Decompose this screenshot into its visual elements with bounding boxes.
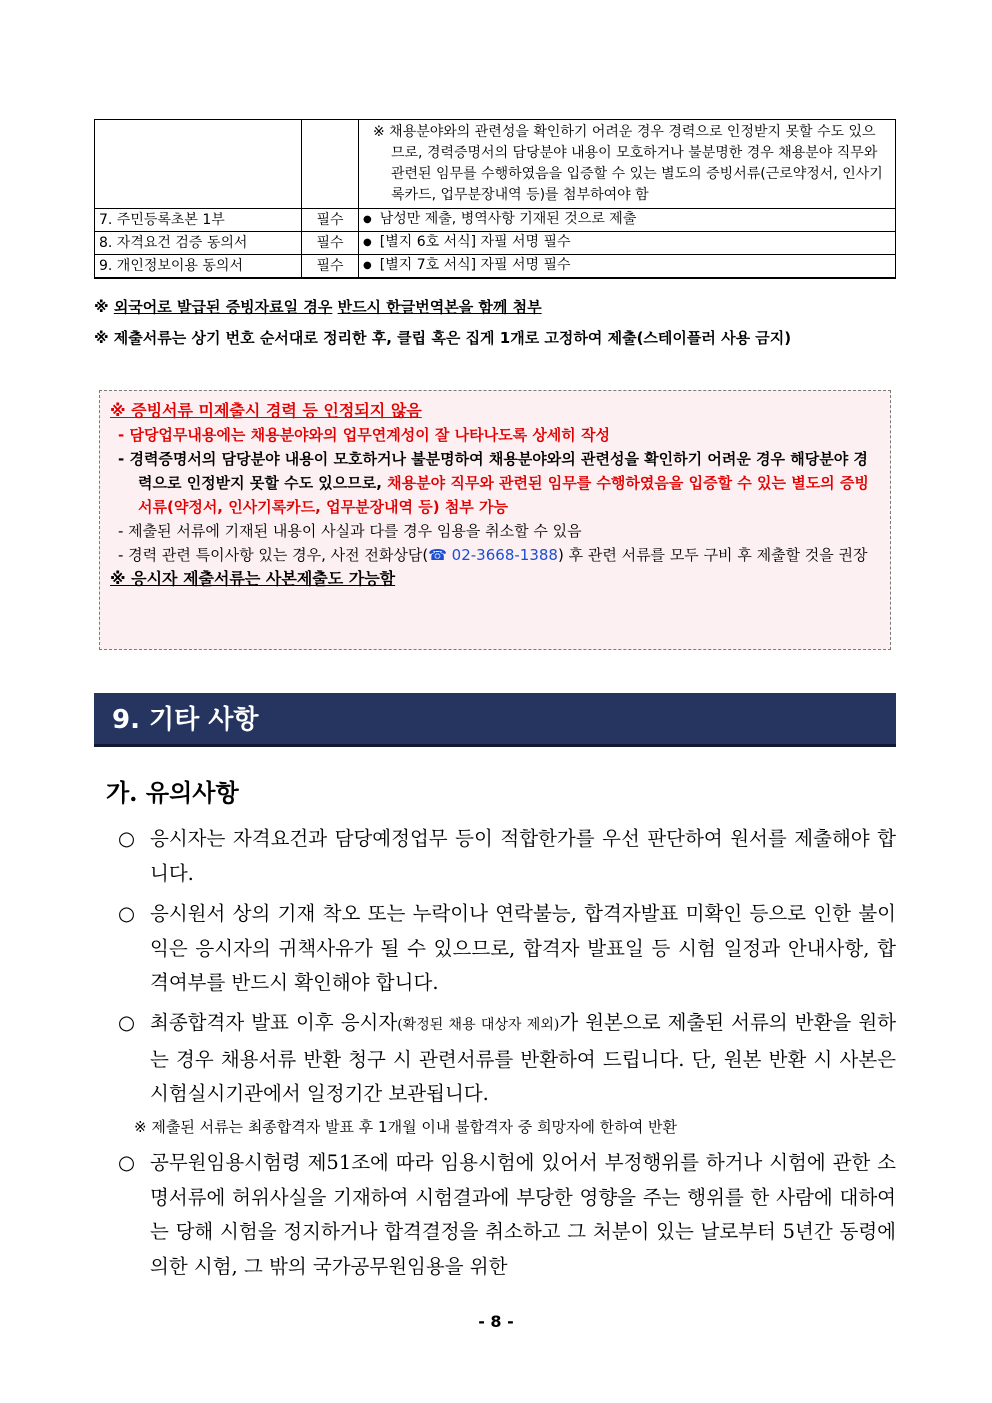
rule-translation	[94, 294, 896, 320]
table-row	[95, 255, 896, 279]
rule-order: ※ 제출서류는 상기 번호 순서대로 정리한 후, 클립 혹은 집게 1개로 고정하여 제출(스테이플러 사용 금지)	[94, 329, 792, 347]
notice-item: - 제출된 서류에 기재된 내용이 사실과 다를 경우 임용을 취소할 수 있음	[118, 522, 582, 540]
notice-heading: ※ 증빙서류 미제출시 경력 등 인정되지 않음	[110, 401, 422, 420]
page-number: - 8 -	[478, 1312, 514, 1331]
paragraph-text-b: 가 원본으로 제출된 서류의 반환을 원하는 경우 채용서류 반환 청구 시 관련서류를 반환하여 드립니다. 단, 원본 반환 시 사본은 시험실시기관에서 일정기간 보관됩니다.	[150, 1011, 896, 1105]
paragraph-text: 공무원임용시험령 제51조에 따라 임용시험에 있어서 부정행위를 하거나 시험에 관한 소명서류에 허위사실을 기재하여 시험결과에 부당한 영향을 주는 행위를 한 사람에 대하여는 당해 시험을 정지하거나 합격결정을 취소하고 그 처분이 있는 날로부터 5년간 동령에 의한 시험, 그 밖의 국가공무원임용을 위한	[150, 1151, 896, 1278]
table-cell-empty	[95, 120, 302, 209]
rule-text-a: 외국어로 발급된 증빙자료일 경우	[113, 298, 333, 316]
doc-description-text: [별지 6호 서식] 자필 서명 필수	[379, 234, 571, 250]
notice-paragraph	[118, 1146, 896, 1284]
table-row	[95, 209, 896, 232]
section-header: 9. 기타 사항	[94, 693, 896, 747]
notice-item-highlight: 채용분야 직무와 관련된 임무를 수행하였음을 입증할 수 있는 별도의 증빙서류(약정서, 인사기록카드, 업무분장내역 등) 첨부 가능	[138, 474, 869, 516]
paragraph-text: 응시자는 자격요건과 담당예정업무 등이 적합한가를 우선 판단하여 원서를 제출해야 합니다.	[150, 827, 896, 885]
notice-item	[110, 543, 880, 567]
notice-item-text: - 경력증명서의 담당분야 내용이 모호하거나 불분명하여 채용분야와의 관련성을 확인하기 어려운 경우 해당분야 경력으로 인정받지 못할 수도 있으므로,	[118, 450, 868, 492]
circle-bullet-icon: ○	[118, 1011, 136, 1034]
notice-item: - 담당업무내용에는 채용분야와의 업무연계성이 잘 나타나도록 상세히 작성	[118, 426, 610, 444]
notice-item	[110, 447, 880, 519]
doc-name: 8. 자격요건 검증 동의서	[95, 232, 302, 255]
table-cell-empty	[302, 120, 359, 209]
notice-item-text: - 경력 관련 특이사항 있는 경우, 사전 전화상담(	[118, 546, 429, 564]
subsection-title: 가. 유의사항	[106, 778, 239, 807]
notice-paragraph	[118, 1006, 896, 1112]
doc-requirement: 필수	[302, 232, 359, 255]
bullet-icon	[363, 211, 380, 227]
doc-description	[359, 255, 896, 279]
table-row	[95, 232, 896, 255]
rule-text-b: 반드시 한글번역본을 함께 첨부	[337, 298, 542, 316]
doc-requirement: 필수	[302, 209, 359, 232]
circle-bullet-icon: ○	[118, 1151, 136, 1174]
rule-mark: ※	[94, 298, 114, 316]
doc-description-text: [별지 7호 서식] 자필 서명 필수	[379, 257, 571, 273]
doc-requirement: 필수	[302, 255, 359, 279]
bullet-icon	[363, 257, 380, 273]
circle-bullet-icon: ○	[118, 827, 136, 850]
evidence-notice-box	[99, 390, 891, 650]
paragraph-text	[150, 1006, 896, 1112]
notice-paragraph	[118, 822, 896, 891]
phone-number: ☎ 02-3668-1388	[428, 546, 558, 564]
paragraph-text-a: 최종합격자 발표 이후 응시자	[150, 1011, 398, 1034]
career-note: ※ 채용분야와의 관련성을 확인하기 어려운 경우 경력으로 인정받지 못할 수도 있으므로, 경력증명서의 담당분야 내용이 모호하거나 불분명한 경우 채용분야 직무와 관련된 임무를 수행하였음을 입증할 수 있는 별도의 증빙서류(근로약정서, 인사기록카드, 업무분장내역 등)를 첨부하여야 함	[373, 124, 883, 203]
notice-paragraph	[118, 897, 896, 1001]
return-footnote: ※ 제출된 서류는 최종합격자 발표 후 1개월 이내 불합격자 중 희망자에 한하여 반환	[134, 1118, 678, 1136]
circle-bullet-icon: ○	[118, 902, 136, 925]
paragraph-text: 응시원서 상의 기재 착오 또는 누락이나 연락불능, 합격자발표 미확인 등으로 인한 불이익은 응시자의 귀책사유가 될 수 있으므로, 합격자 발표일 등 시험 일정과 안내사항, 합격여부를 반드시 확인해야 합니다.	[150, 902, 896, 994]
notice-item-text: ) 후 관련 서류를 모두 구비 후 제출할 것을 권장	[557, 546, 868, 564]
doc-name: 7. 주민등록초본 1부	[95, 209, 302, 232]
table-cell-note	[359, 120, 896, 209]
paragraph-inline-note: (확정된 채용 대상자 제외)	[397, 1017, 560, 1033]
bullet-icon	[363, 234, 380, 250]
documents-table	[94, 119, 896, 279]
doc-description-text: 남성만 제출, 병역사항 기재된 것으로 제출	[379, 211, 637, 227]
table-row	[95, 120, 896, 209]
notice-footer: ※ 응시자 제출서류는 사본제출도 가능함	[110, 569, 396, 588]
doc-description	[359, 232, 896, 255]
doc-name: 9. 개인정보이용 동의서	[95, 255, 302, 279]
doc-description	[359, 209, 896, 232]
